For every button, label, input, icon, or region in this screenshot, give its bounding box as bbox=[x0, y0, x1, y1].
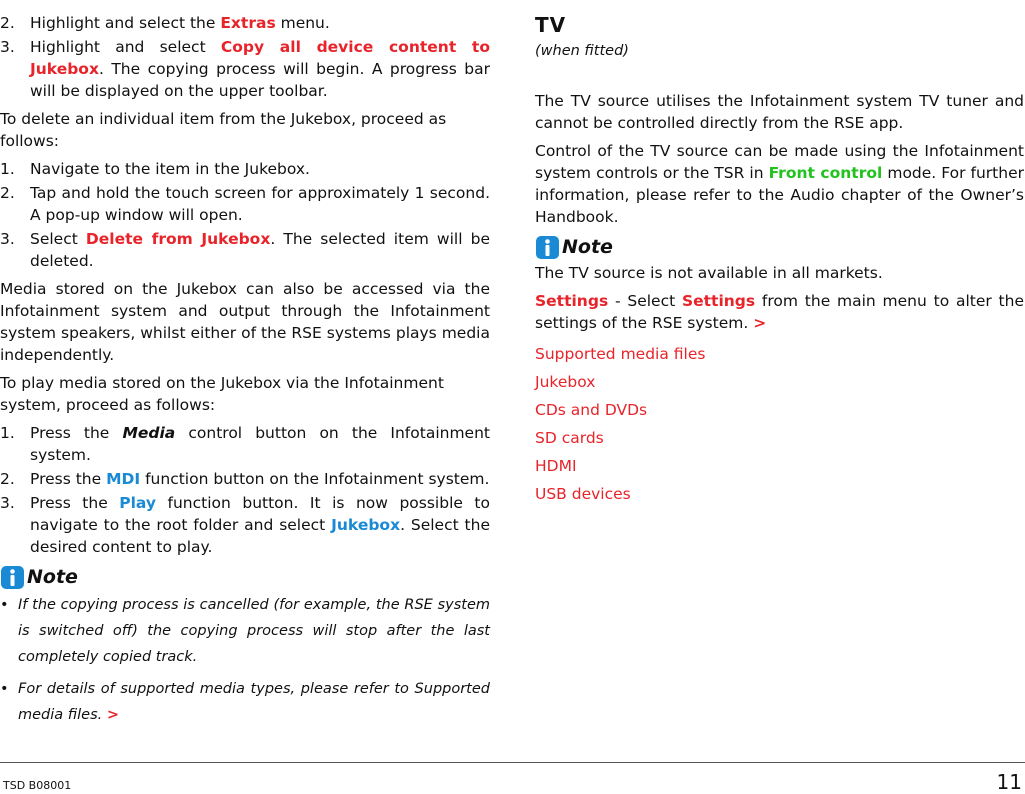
copy-steps-list bbox=[0, 12, 490, 102]
settings-ref-2: Settings bbox=[681, 292, 756, 310]
play-steps-list bbox=[0, 422, 490, 558]
list-item: 3. Press the Play function button. It is now possible to navigate to the root folder and select Jukebox. Select the desired content to play. bbox=[0, 494, 490, 556]
media-button-ref: Media bbox=[122, 424, 176, 442]
delete-intro: To delete an individual item from the Jukebox, proceed as follows: bbox=[0, 110, 447, 150]
supported-media-link[interactable]: > bbox=[106, 707, 120, 723]
settings-ref: Settings bbox=[535, 292, 609, 310]
left-column bbox=[0, 12, 490, 734]
note-title: Note bbox=[27, 566, 78, 588]
list-item: 1. Press the Media control button on the Infotainment system. bbox=[0, 424, 490, 464]
note-heading bbox=[0, 564, 490, 590]
related-links bbox=[535, 340, 1024, 508]
play-intro: To play media stored on the Jukebox via the Infotainment system, proceed as follows: bbox=[0, 374, 444, 414]
front-control-ref: Front control bbox=[768, 164, 883, 182]
right-column bbox=[535, 12, 1024, 508]
link-usb-devices[interactable]: USB devices bbox=[535, 485, 631, 503]
link-sd-cards[interactable]: SD cards bbox=[535, 429, 604, 447]
note-item: • For details of supported media types, please refer to Supported media files. > bbox=[0, 681, 490, 723]
note-heading bbox=[535, 234, 1024, 260]
list-item: 1. Navigate to the item in the Jukebox. bbox=[0, 160, 310, 178]
list-item: 3. Select Delete from Jukebox. The selected item will be deleted. bbox=[0, 230, 490, 270]
link-hdmi[interactable]: HDMI bbox=[535, 457, 577, 475]
tv-paragraph-2: Control of the TV source can be made using the Infotainment system controls or the TSR in Front control mode. For further information, please refer to the Audio chapter of the Owner’s Handbook. bbox=[535, 142, 1024, 226]
settings-link[interactable]: > bbox=[753, 314, 767, 332]
tv-paragraph-1: The TV source utilises the Infotainment system TV tuner and cannot be controlled directly from the RSE app. bbox=[535, 92, 1024, 132]
mdi-button-ref: MDI bbox=[106, 470, 141, 488]
play-button-ref: Play bbox=[119, 494, 157, 512]
copy-content-ref: Copy all device content to Jukebox bbox=[30, 38, 490, 78]
jukebox-ref: Jukebox bbox=[331, 516, 401, 534]
list-item: 2. Press the MDI function button on the Infotainment system. bbox=[0, 470, 490, 488]
page-number: 11 bbox=[996, 770, 1022, 794]
extras-menu-ref: Extras bbox=[220, 14, 276, 32]
notes-list bbox=[0, 592, 490, 728]
list-item: 2. Tap and hold the touch screen for approximately 1 second. A pop-up window will open. bbox=[0, 184, 490, 224]
info-icon bbox=[0, 565, 25, 590]
delete-steps-list bbox=[0, 158, 490, 272]
footer-divider bbox=[0, 762, 1025, 763]
section-title: TV bbox=[535, 13, 567, 37]
delete-from-jukebox-ref: Delete from Jukebox bbox=[85, 230, 271, 248]
section-subtitle: (when fitted) bbox=[535, 43, 629, 59]
list-item: 2. Highlight and select the Extras menu. bbox=[0, 14, 330, 32]
info-icon bbox=[535, 235, 560, 260]
link-supported-media-files[interactable]: Supported media files bbox=[535, 345, 706, 363]
document-code: TSD B08001 bbox=[3, 779, 72, 792]
tv-note-text: The TV source is not available in all markets. bbox=[535, 264, 883, 282]
link-jukebox[interactable]: Jukebox bbox=[535, 373, 596, 391]
media-paragraph: Media stored on the Jukebox can also be accessed via the Infotainment system and output through the Infotainment system speakers, whilst either of the RSE systems plays media independently. bbox=[0, 280, 490, 364]
link-cds-and-dvds[interactable]: CDs and DVDs bbox=[535, 401, 648, 419]
list-item: 3. Highlight and select Copy all device content to Jukebox. The copying process will begin. A progress bar will be displayed on the upper toolbar. bbox=[0, 38, 490, 100]
note-item: • If the copying process is cancelled (for example, the RSE system is switched off) the copying process will stop after the last completely copied track. bbox=[0, 597, 490, 665]
settings-paragraph: Settings - Select Settings from the main menu to alter the settings of the RSE system. > bbox=[535, 292, 1024, 332]
note-title: Note bbox=[562, 236, 613, 258]
